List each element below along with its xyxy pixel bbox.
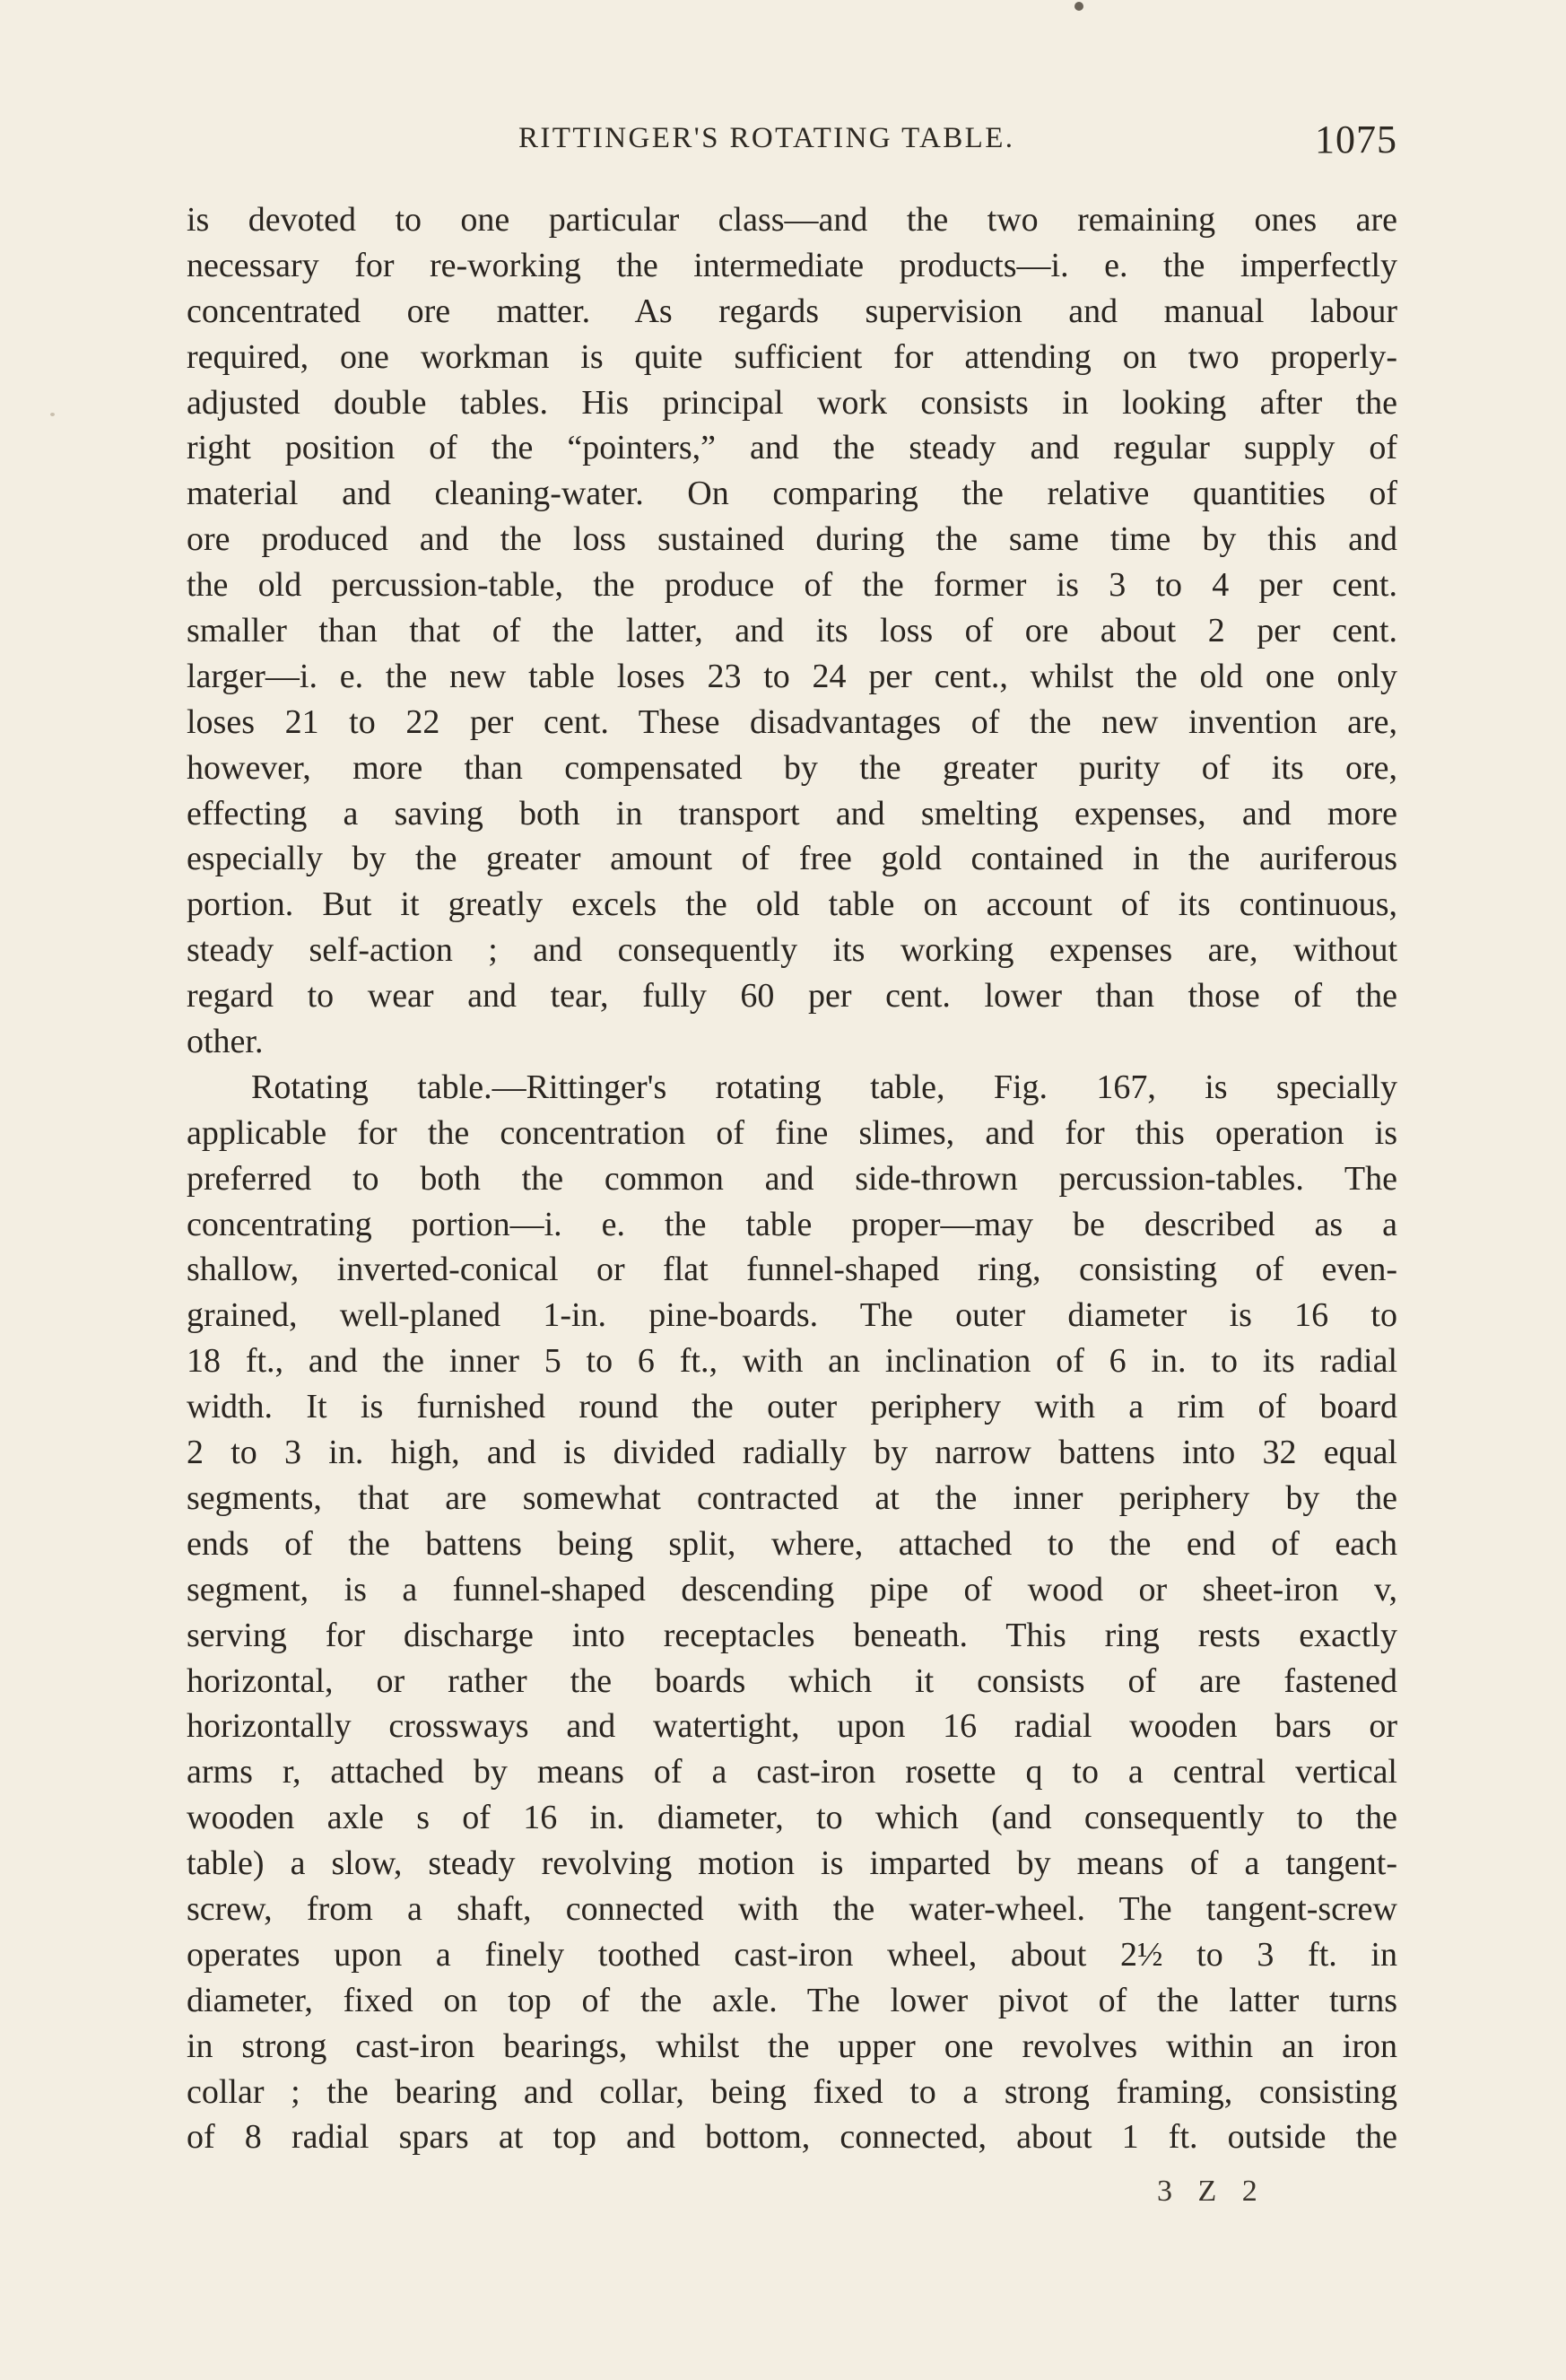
text-line: is devoted to one particular class—and the two remaining ones are — [187, 201, 1397, 239]
text-line: necessary for re-working the intermediate products—i. e. the imperfectly — [187, 246, 1397, 284]
text-line: grained, well-planed 1-in. pine-boards. The outer diameter is 16 to — [187, 1296, 1397, 1335]
text-line: steady self-action ; and consequently its working expenses are, without — [187, 931, 1397, 970]
running-title: RITTINGER'S ROTATING TABLE. — [518, 122, 1015, 154]
text-line: adjusted double tables. His principal work consists in looking after the — [187, 383, 1397, 422]
text-line: especially by the greater amount of free gold contained in the auriferous — [187, 840, 1397, 878]
text-line: regard to wear and tear, fully 60 per cent. lower than those of the — [187, 977, 1397, 1016]
text-line: required, one workman is quite sufficient for attending on two properly- — [187, 337, 1397, 376]
text-line: of 8 radial spars at top and bottom, connected, about 1 ft. outside the — [187, 2118, 1397, 2157]
text-line: loses 21 to 22 per cent. These disadvantages of the new invention are, — [187, 702, 1397, 741]
text-line: wooden axle s of 16 in. diameter, to which (and consequently to the — [187, 1799, 1397, 1837]
paper-speck — [50, 413, 55, 416]
text-line: applicable for the concentration of fine slimes, and for this operation is — [187, 1113, 1397, 1152]
text-line: horizontally crossways and watertight, upon 16 radial wooden bars or — [187, 1707, 1397, 1746]
text-line: other. — [187, 1023, 264, 1061]
text-line: right position of the “pointers,” and the steady and regular supply of — [187, 429, 1397, 467]
page-header — [187, 117, 1397, 170]
text-line: however, more than compensated by the greater purity of its ore, — [187, 748, 1397, 787]
text-line: serving for discharge into receptacles beneath. This ring rests exactly — [187, 1616, 1397, 1654]
body-text — [187, 197, 1397, 2160]
text-line: segment, is a funnel-shaped descending pipe of wood or sheet-iron v, — [187, 1570, 1397, 1608]
text-line: collar ; the bearing and collar, being fixed to a strong framing, consisting — [187, 2072, 1397, 2111]
signature-mark: 3 Z 2 — [1157, 2175, 1266, 2208]
text-line: smaller than that of the latter, and its loss of ore about 2 per cent. — [187, 612, 1397, 650]
text-line: effecting a saving both in transport and smelting expenses, and more — [187, 794, 1397, 833]
text-line: 18 ft., and the inner 5 to 6 ft., with an inclination of 6 in. to its radial — [187, 1342, 1397, 1381]
text-line: the old percussion-table, the produce of the former is 3 to 4 per cent. — [187, 566, 1397, 605]
text-line: preferred to both the common and side-thrown percussion-tables. The — [187, 1159, 1397, 1198]
ink-dot — [1074, 2, 1083, 11]
text-line: table) a slow, steady revolving motion is imparted by means of a tangent- — [187, 1844, 1397, 1883]
text-line: in strong cast-iron bearings, whilst the upper one revolves within an iron — [187, 2027, 1397, 2065]
text-line: ends of the battens being split, where, attached to the end of each — [187, 1524, 1397, 1563]
text-line: ore produced and the loss sustained during the same time by this and — [187, 520, 1397, 559]
text-line: concentrated ore matter. As regards supervision and manual labour — [187, 292, 1397, 330]
page-number: 1075 — [1315, 118, 1397, 161]
text-line: horizontal, or rather the boards which it consists of are fastened — [187, 1661, 1397, 1700]
text-line: 2 to 3 in. high, and is divided radially by narrow battens into 32 equal — [187, 1434, 1397, 1472]
text-line: screw, from a shaft, connected with the water-wheel. The tangent-screw — [187, 1889, 1397, 1928]
text-line: diameter, fixed on top of the axle. The lower pivot of the latter turns — [187, 1981, 1397, 2019]
text-line: operates upon a finely toothed cast-iron wheel, about 2½ to 3 ft. in — [187, 1935, 1397, 1974]
text-line: width. It is furnished round the outer periphery with a rim of board — [187, 1388, 1397, 1426]
paragraph-start-line: Rotating table.—Rittinger's rotating table, Fig. 167, is specially — [251, 1068, 1397, 1106]
text-line: portion. But it greatly excels the old table on account of its continuous, — [187, 885, 1397, 924]
text-line: segments, that are somewhat contracted at the inner periphery by the — [187, 1478, 1397, 1517]
text-line: concentrating portion—i. e. the table proper—may be described as a — [187, 1205, 1397, 1243]
text-line: shallow, inverted-conical or flat funnel-shaped ring, consisting of even- — [187, 1251, 1397, 1289]
text-line: larger—i. e. the new table loses 23 to 24 per cent., whilst the old one only — [187, 657, 1397, 695]
text-line: arms r, attached by means of a cast-iron rosette q to a central vertical — [187, 1753, 1397, 1792]
text-line: material and cleaning-water. On comparing the relative quantities of — [187, 475, 1397, 513]
